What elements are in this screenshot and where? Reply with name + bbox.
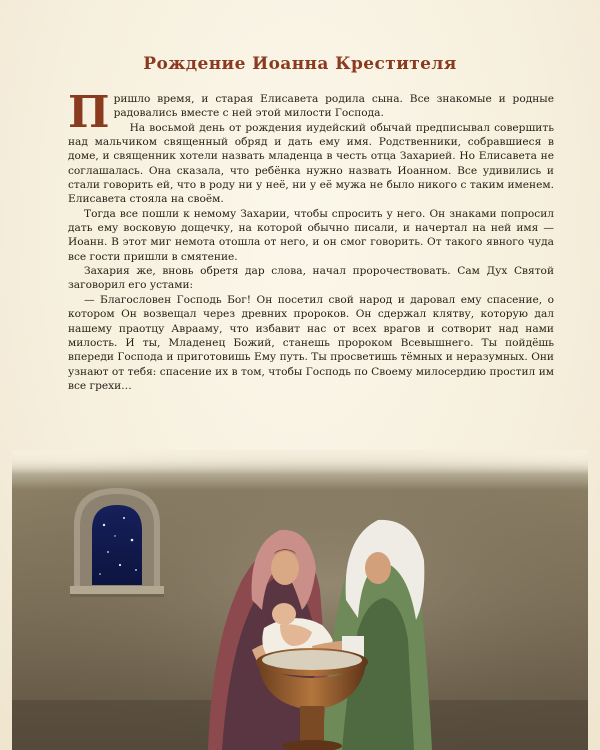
paragraph-5: — Благословен Господь Бог! Он посетил свой народ и даровал ему спасение, о котором Он возвещал через древних пророков. Он сдержал клятву, которую дал нашему праотцу Аврааму, что избавит нас от всех врагов и сотворит над нами милость. И ты, Младенец Божий, станешь пророком Всевышнего. Ты пойдёшь впереди Господа и приготовишь Ему путь. Ты просветишь тёмных и неразумных. Они узнают от тебя: спасение их в том, чтобы Господь по Своему милосердию простил им все грехи… xyxy=(68,293,554,392)
illustration-art xyxy=(12,450,588,750)
paragraph-1-text: ришло время, и старая Елисавета родила сына. Все знакомые и родные радовались вместе с ней этой милости Господа. xyxy=(113,93,554,120)
illustration xyxy=(12,450,588,750)
paragraph-3: Тогда все пошли к немому Захарии, чтобы спросить у него. Он знаками попросил дать ему восковую дощечку, на которой обычно писали, и начертал на ней имя — Иоанн. В этот миг немота отошла от него, и он смог говорить. От такого явного чуда все гости пришли в смятение. xyxy=(68,207,554,263)
page-title: Рождение Иоанна Крестителя xyxy=(143,54,457,74)
paragraph-4: Захария же, вновь обретя дар слова, начал пророчествовать. Сам Дух Святой заговорил его устами: xyxy=(68,265,554,292)
story-text xyxy=(68,87,554,393)
window xyxy=(70,488,164,597)
paragraph-1 xyxy=(68,87,554,138)
drop-cap: П xyxy=(68,87,110,138)
paragraph-2: На восьмой день от рождения иудейский обычай предписывал совершить над мальчиком священный обряд и дать ему имя. Родственники, собравшиеся в доме, и священник хотели назвать младенца в честь отца Захарией. Но Елисавета не соглашалась. Она сказала, что ребёнка нужно назвать Иоанном. Все удивились и стали говорить ей, что в роду ни у неё, ни у её мужа не было никого с таким именем. Елисавета стояла на своём. xyxy=(68,121,554,206)
